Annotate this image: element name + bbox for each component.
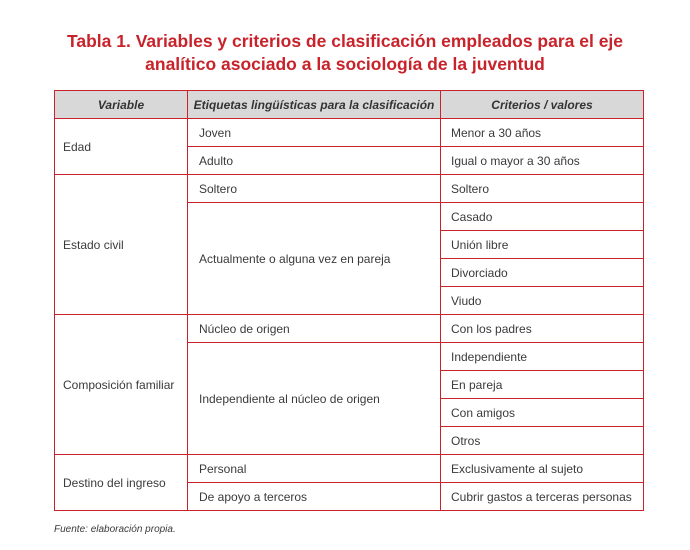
label-cell: De apoyo a terceros — [188, 483, 441, 511]
variable-cell: Destino del ingreso — [55, 455, 188, 511]
source-note: Fuente: elaboración propia. — [54, 524, 176, 535]
variable-cell: Edad — [55, 119, 188, 175]
label-cell: Adulto — [188, 147, 441, 175]
table-title — [0, 30, 690, 76]
label-cell: Personal — [188, 455, 441, 483]
header-variable: Variable — [55, 91, 188, 119]
table-row — [55, 119, 644, 147]
classification-table — [54, 90, 644, 511]
label-cell: Núcleo de origen — [188, 315, 441, 343]
header-criterios: Criterios / valores — [441, 91, 644, 119]
criteria-cell: Independiente — [441, 343, 644, 371]
title-line-1: Tabla 1. Variables y criterios de clasificación empleados para el eje — [66, 31, 624, 51]
label-cell: Independiente al núcleo de origen — [188, 343, 441, 455]
table-row — [55, 315, 644, 343]
variable-cell: Estado civil — [55, 175, 188, 315]
header-row — [55, 91, 644, 119]
criteria-cell: Viudo — [441, 287, 644, 315]
criteria-cell: Unión libre — [441, 231, 644, 259]
criteria-cell: Soltero — [441, 175, 644, 203]
criteria-cell: Otros — [441, 427, 644, 455]
title-line-2: analítico asociado a la sociología de la juventud — [145, 54, 545, 74]
criteria-cell: Exclusivamente al sujeto — [441, 455, 644, 483]
header-etiquetas: Etiquetas lingüísticas para la clasificación — [188, 91, 441, 119]
criteria-cell: Igual o mayor a 30 años — [441, 147, 644, 175]
criteria-cell: Con amigos — [441, 399, 644, 427]
criteria-cell: Con los padres — [441, 315, 644, 343]
table-row — [55, 175, 644, 203]
label-cell: Joven — [188, 119, 441, 147]
criteria-cell: En pareja — [441, 371, 644, 399]
variable-cell: Composición familiar — [55, 315, 188, 455]
criteria-cell: Cubrir gastos a terceras personas — [441, 483, 644, 511]
criteria-cell: Casado — [441, 203, 644, 231]
label-cell: Soltero — [188, 175, 441, 203]
label-cell: Actualmente o alguna vez en pareja — [188, 203, 441, 315]
table-row — [55, 455, 644, 483]
criteria-cell: Menor a 30 años — [441, 119, 644, 147]
criteria-cell: Divorciado — [441, 259, 644, 287]
